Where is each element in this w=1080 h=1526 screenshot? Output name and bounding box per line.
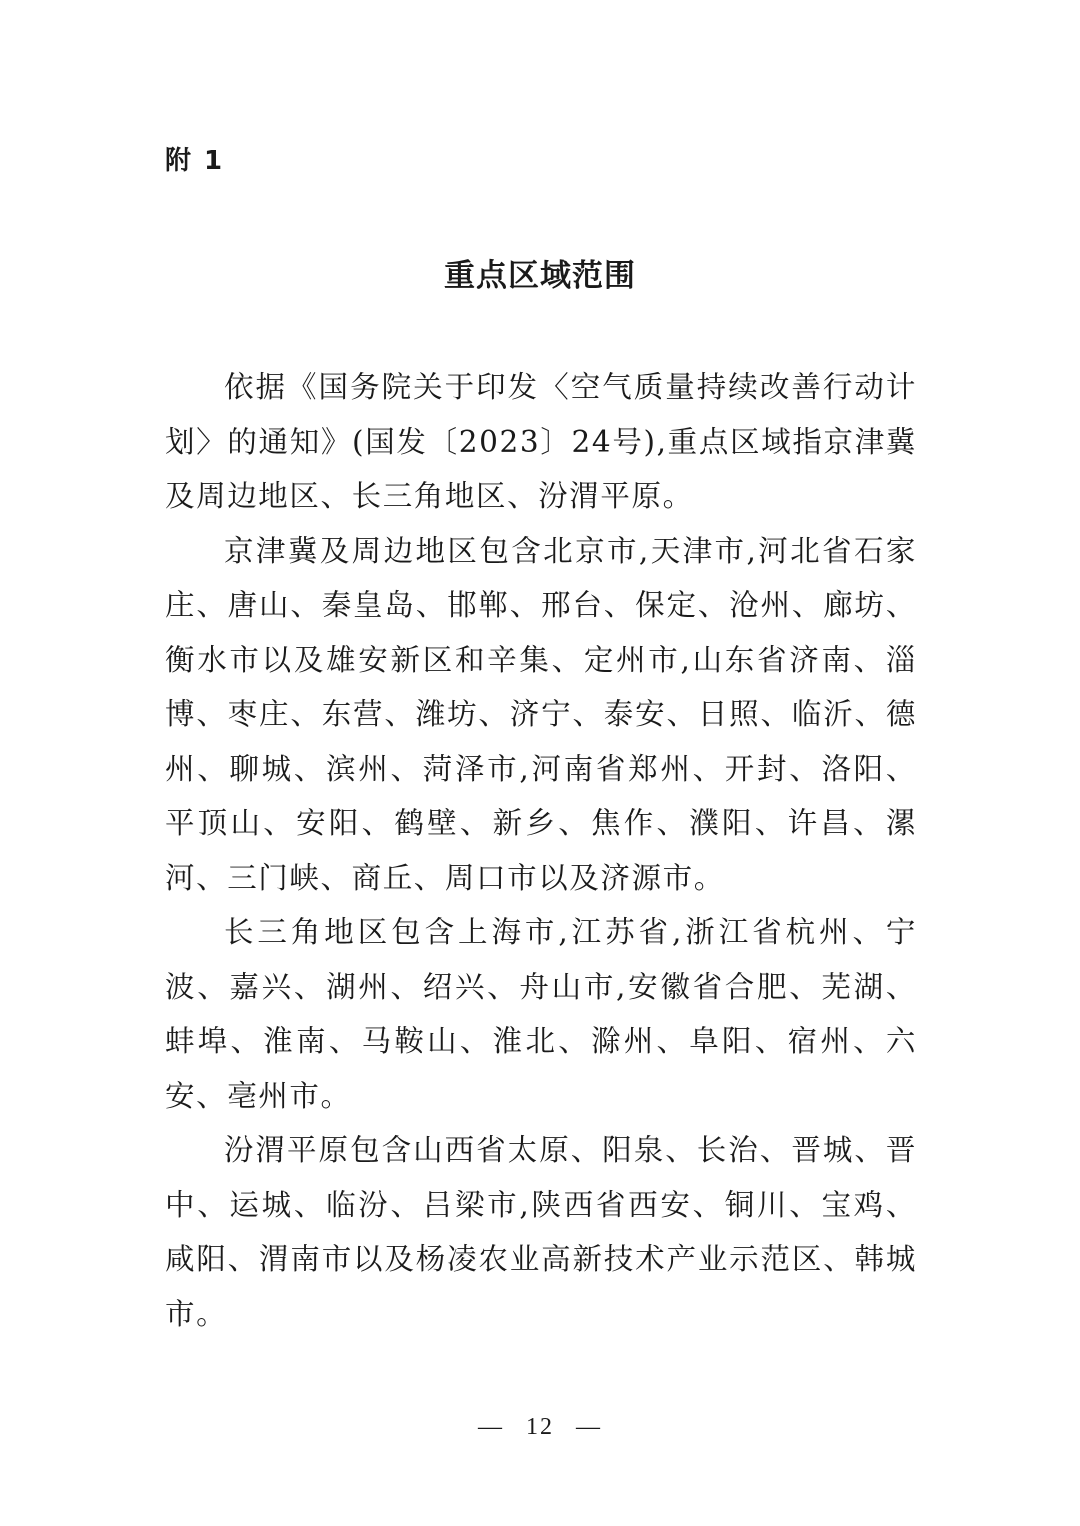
paragraph-fenwei-plain: 汾渭平原包含山西省太原、阳泉、长治、晋城、晋中、运城、临汾、吕梁市,陕西省西安、铜川、宝鸡、咸阳、渭南市以及杨凌农业高新技术产业示范区、韩城市。 xyxy=(165,1133,917,1331)
page-footer xyxy=(0,1414,1080,1441)
page-number-dash-left: — xyxy=(478,1414,504,1440)
page-number-dash-right: — xyxy=(576,1414,602,1440)
page-number: 12 xyxy=(526,1414,554,1440)
attachment-label: 附 1 xyxy=(165,146,225,176)
paragraph-jingjinji: 京津冀及周边地区包含北京市,天津市,河北省石家庄、唐山、秦皇岛、邯郸、邢台、保定、沧州、廊坊、衡水市以及雄安新区和辛集、定州市,山东省济南、淄博、枣庄、东营、潍坊、济宁、泰安、日照、临沂、德州、聊城、滨州、菏泽市,河南省郑州、开封、洛阳、平顶山、安阳、鹤壁、新乡、焦作、濮阳、许昌、漯河、三门峡、商丘、周口市以及济源市。 xyxy=(165,533,917,895)
paragraph-basis: 依据《国务院关于印发〈空气质量持续改善行动计划〉的通知》(国发〔2023〕24号),重点区域指京津冀及周边地区、长三角地区、汾渭平原。 xyxy=(165,370,917,513)
document-title: 重点区域范围 xyxy=(444,258,636,294)
paragraph-yangtze-delta: 长三角地区包含上海市,江苏省,浙江省杭州、宁波、嘉兴、湖州、绍兴、舟山市,安徽省合肥、芜湖、蚌埠、淮南、马鞍山、淮北、滁州、阜阳、宿州、六安、亳州市。 xyxy=(165,915,917,1113)
document-body xyxy=(165,360,917,1341)
